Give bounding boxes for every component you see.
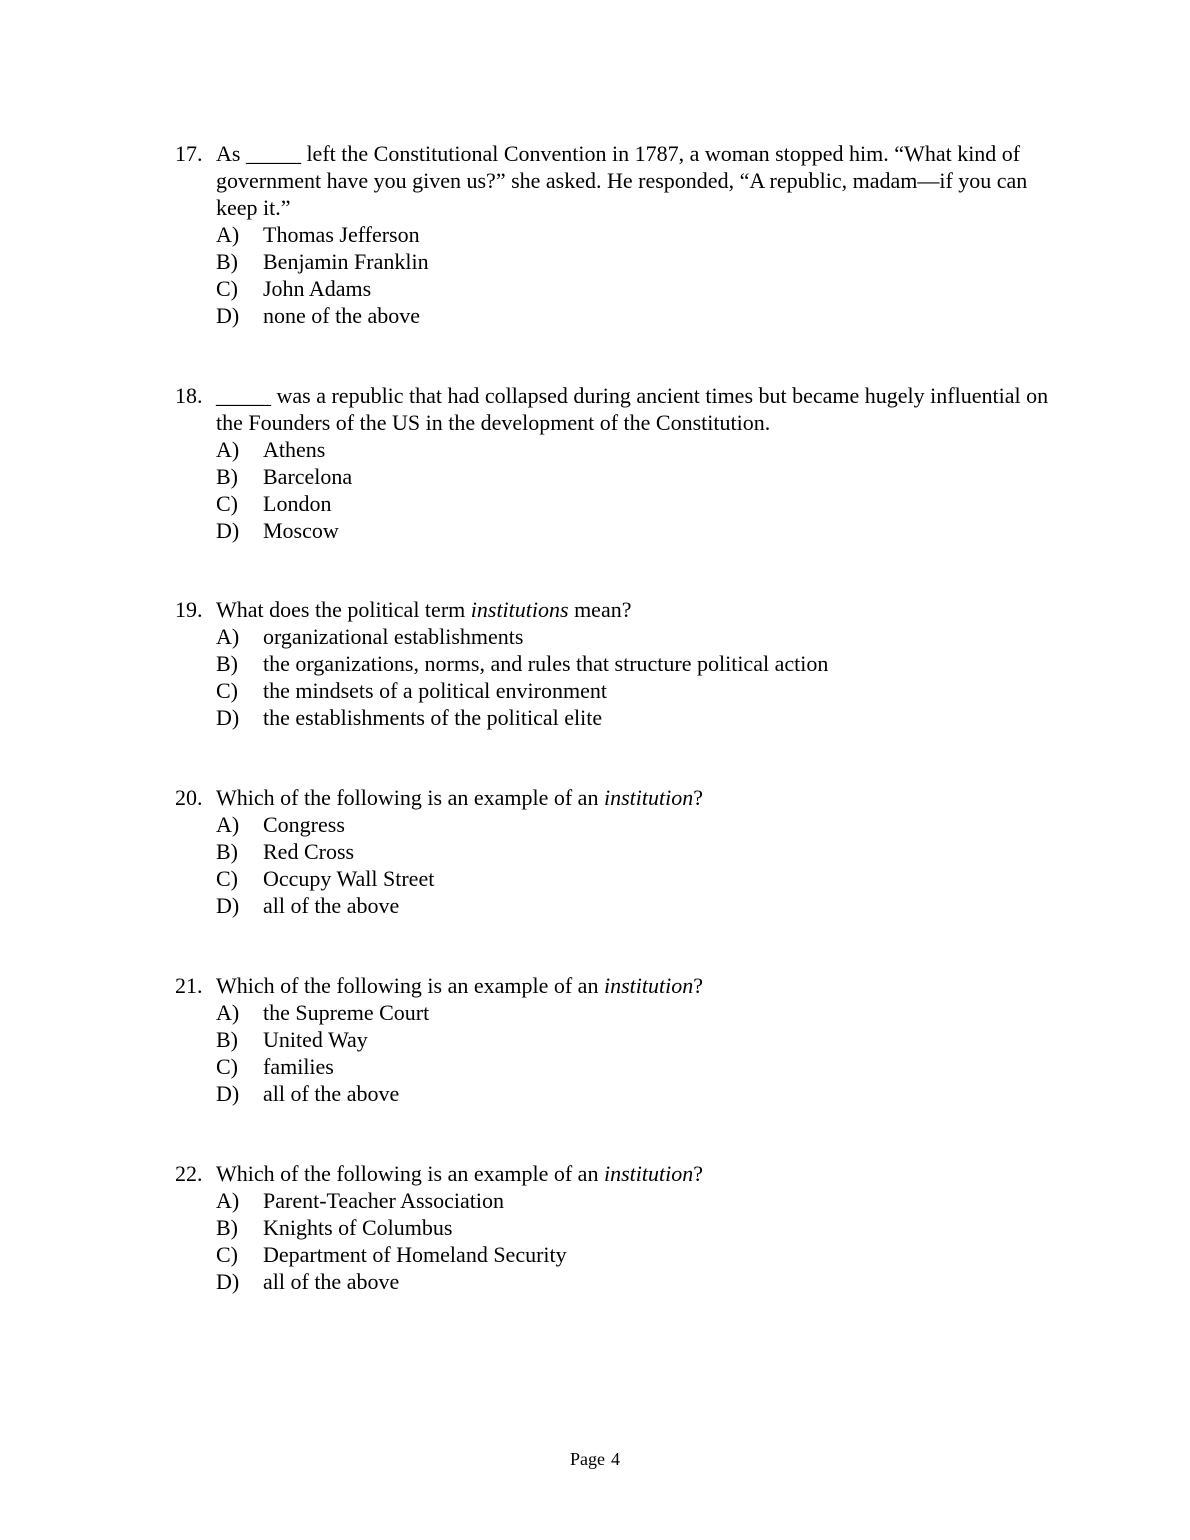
option-letter: D) [216,303,240,328]
question-text-part: mean? [568,597,632,622]
question-18 [175,382,1055,544]
question-stem [175,596,1055,623]
question-text [216,784,1055,811]
question-text-part: As _____ left the Constitutional Convention in 1787, a woman stopped him. “What kind of government have you given us?” she asked. He responded, “A republic, madam—if you can keep it.” [216,141,1028,220]
question-20 [175,784,1055,919]
option-text: the mindsets of a political environment [263,678,607,703]
question-text [216,140,1055,221]
option-text: the establishments of the political elite [263,705,603,730]
option-letter: D) [216,705,240,730]
option-letter: A) [216,1188,240,1213]
option-list [216,811,1055,919]
question-17 [175,140,1055,329]
option-a [216,436,1055,463]
question-stem [175,972,1055,999]
option-text: none of the above [263,303,420,328]
option-letter: C) [216,276,238,301]
option-letter: C) [216,1242,238,1267]
option-letter: B) [216,1215,238,1240]
option-text: all of the above [263,893,400,918]
option-text: Athens [263,437,326,462]
option-d [216,1268,1055,1295]
option-letter: D) [216,893,240,918]
question-text-part: _____ was a republic that had collapsed during ancient times but became hugely influential on the Founders of the US in the development of the Constitution. [216,383,1049,435]
option-letter: D) [216,1081,240,1106]
option-text: John Adams [263,276,372,301]
option-letter: A) [216,1000,240,1025]
option-b [216,650,1055,677]
option-b [216,463,1055,490]
question-text [216,382,1055,436]
option-letter: A) [216,222,240,247]
question-number: 21. [175,973,203,998]
option-letter: A) [216,437,240,462]
option-letter: C) [216,491,238,516]
question-text-part: ? [693,973,703,998]
question-text-part: Which of the following is an example of an [216,1161,604,1186]
page-label: Page [570,1449,605,1469]
option-letter: B) [216,839,238,864]
option-d [216,517,1055,544]
option-text: Knights of Columbus [263,1215,453,1240]
option-letter: B) [216,464,238,489]
option-a [216,221,1055,248]
option-letter: C) [216,1054,238,1079]
option-c [216,275,1055,302]
option-a [216,999,1055,1026]
option-text: organizational establishments [263,624,524,649]
question-number: 22. [175,1161,203,1186]
option-text: Red Cross [263,839,355,864]
question-stem [175,784,1055,811]
option-c [216,490,1055,517]
page-number: 4 [611,1449,620,1469]
question-key-term: institution [603,1161,694,1186]
option-list [216,623,1055,731]
question-22 [175,1160,1055,1295]
question-19 [175,596,1055,731]
option-b [216,1026,1055,1053]
option-list [216,1187,1055,1295]
question-21 [175,972,1055,1107]
question-stem [175,140,1055,221]
option-list [216,221,1055,329]
question-text-part: Which of the following is an example of an [216,785,604,810]
option-letter: C) [216,678,238,703]
option-text: Parent-Teacher Association [263,1188,504,1213]
option-d [216,1080,1055,1107]
option-text: Barcelona [263,464,353,489]
question-text-part: ? [693,785,703,810]
option-text: families [263,1054,334,1079]
option-text: the Supreme Court [263,1000,430,1025]
question-number: 18. [175,383,203,408]
option-text: Benjamin Franklin [263,249,429,274]
question-text-part: ? [693,1161,703,1186]
option-list [216,436,1055,544]
option-text: the organizations, norms, and rules that structure political action [263,651,829,676]
option-text: all of the above [263,1269,400,1294]
question-stem [175,1160,1055,1187]
option-text: United Way [263,1027,368,1052]
option-text: Congress [263,812,345,837]
option-letter: D) [216,518,240,543]
option-letter: D) [216,1269,240,1294]
question-key-term: institution [603,973,694,998]
question-number: 19. [175,597,203,622]
option-c [216,865,1055,892]
question-text-part: Which of the following is an example of an [216,973,604,998]
question-text-part: What does the political term [216,597,471,622]
option-c [216,1053,1055,1080]
option-c [216,677,1055,704]
option-letter: B) [216,1027,238,1052]
option-d [216,302,1055,329]
question-text [216,1160,1055,1187]
question-stem [175,382,1055,436]
option-letter: A) [216,624,240,649]
question-key-term: institution [603,785,694,810]
option-letter: A) [216,812,240,837]
option-letter: C) [216,866,238,891]
option-b [216,248,1055,275]
option-a [216,811,1055,838]
page-footer [0,1448,1190,1470]
question-number: 17. [175,141,203,166]
option-text: Thomas Jefferson [263,222,420,247]
option-text: Occupy Wall Street [263,866,435,891]
option-text: Department of Homeland Security [263,1242,567,1267]
option-text: all of the above [263,1081,400,1106]
option-a [216,623,1055,650]
option-letter: B) [216,249,238,274]
question-key-term: institutions [470,597,569,622]
option-letter: B) [216,651,238,676]
question-text [216,972,1055,999]
option-b [216,1214,1055,1241]
option-text: Moscow [263,518,339,543]
option-d [216,704,1055,731]
option-a [216,1187,1055,1214]
option-c [216,1241,1055,1268]
question-text [216,596,1055,623]
option-list [216,999,1055,1107]
option-text: London [263,491,332,516]
option-d [216,892,1055,919]
question-number: 20. [175,785,203,810]
option-b [216,838,1055,865]
